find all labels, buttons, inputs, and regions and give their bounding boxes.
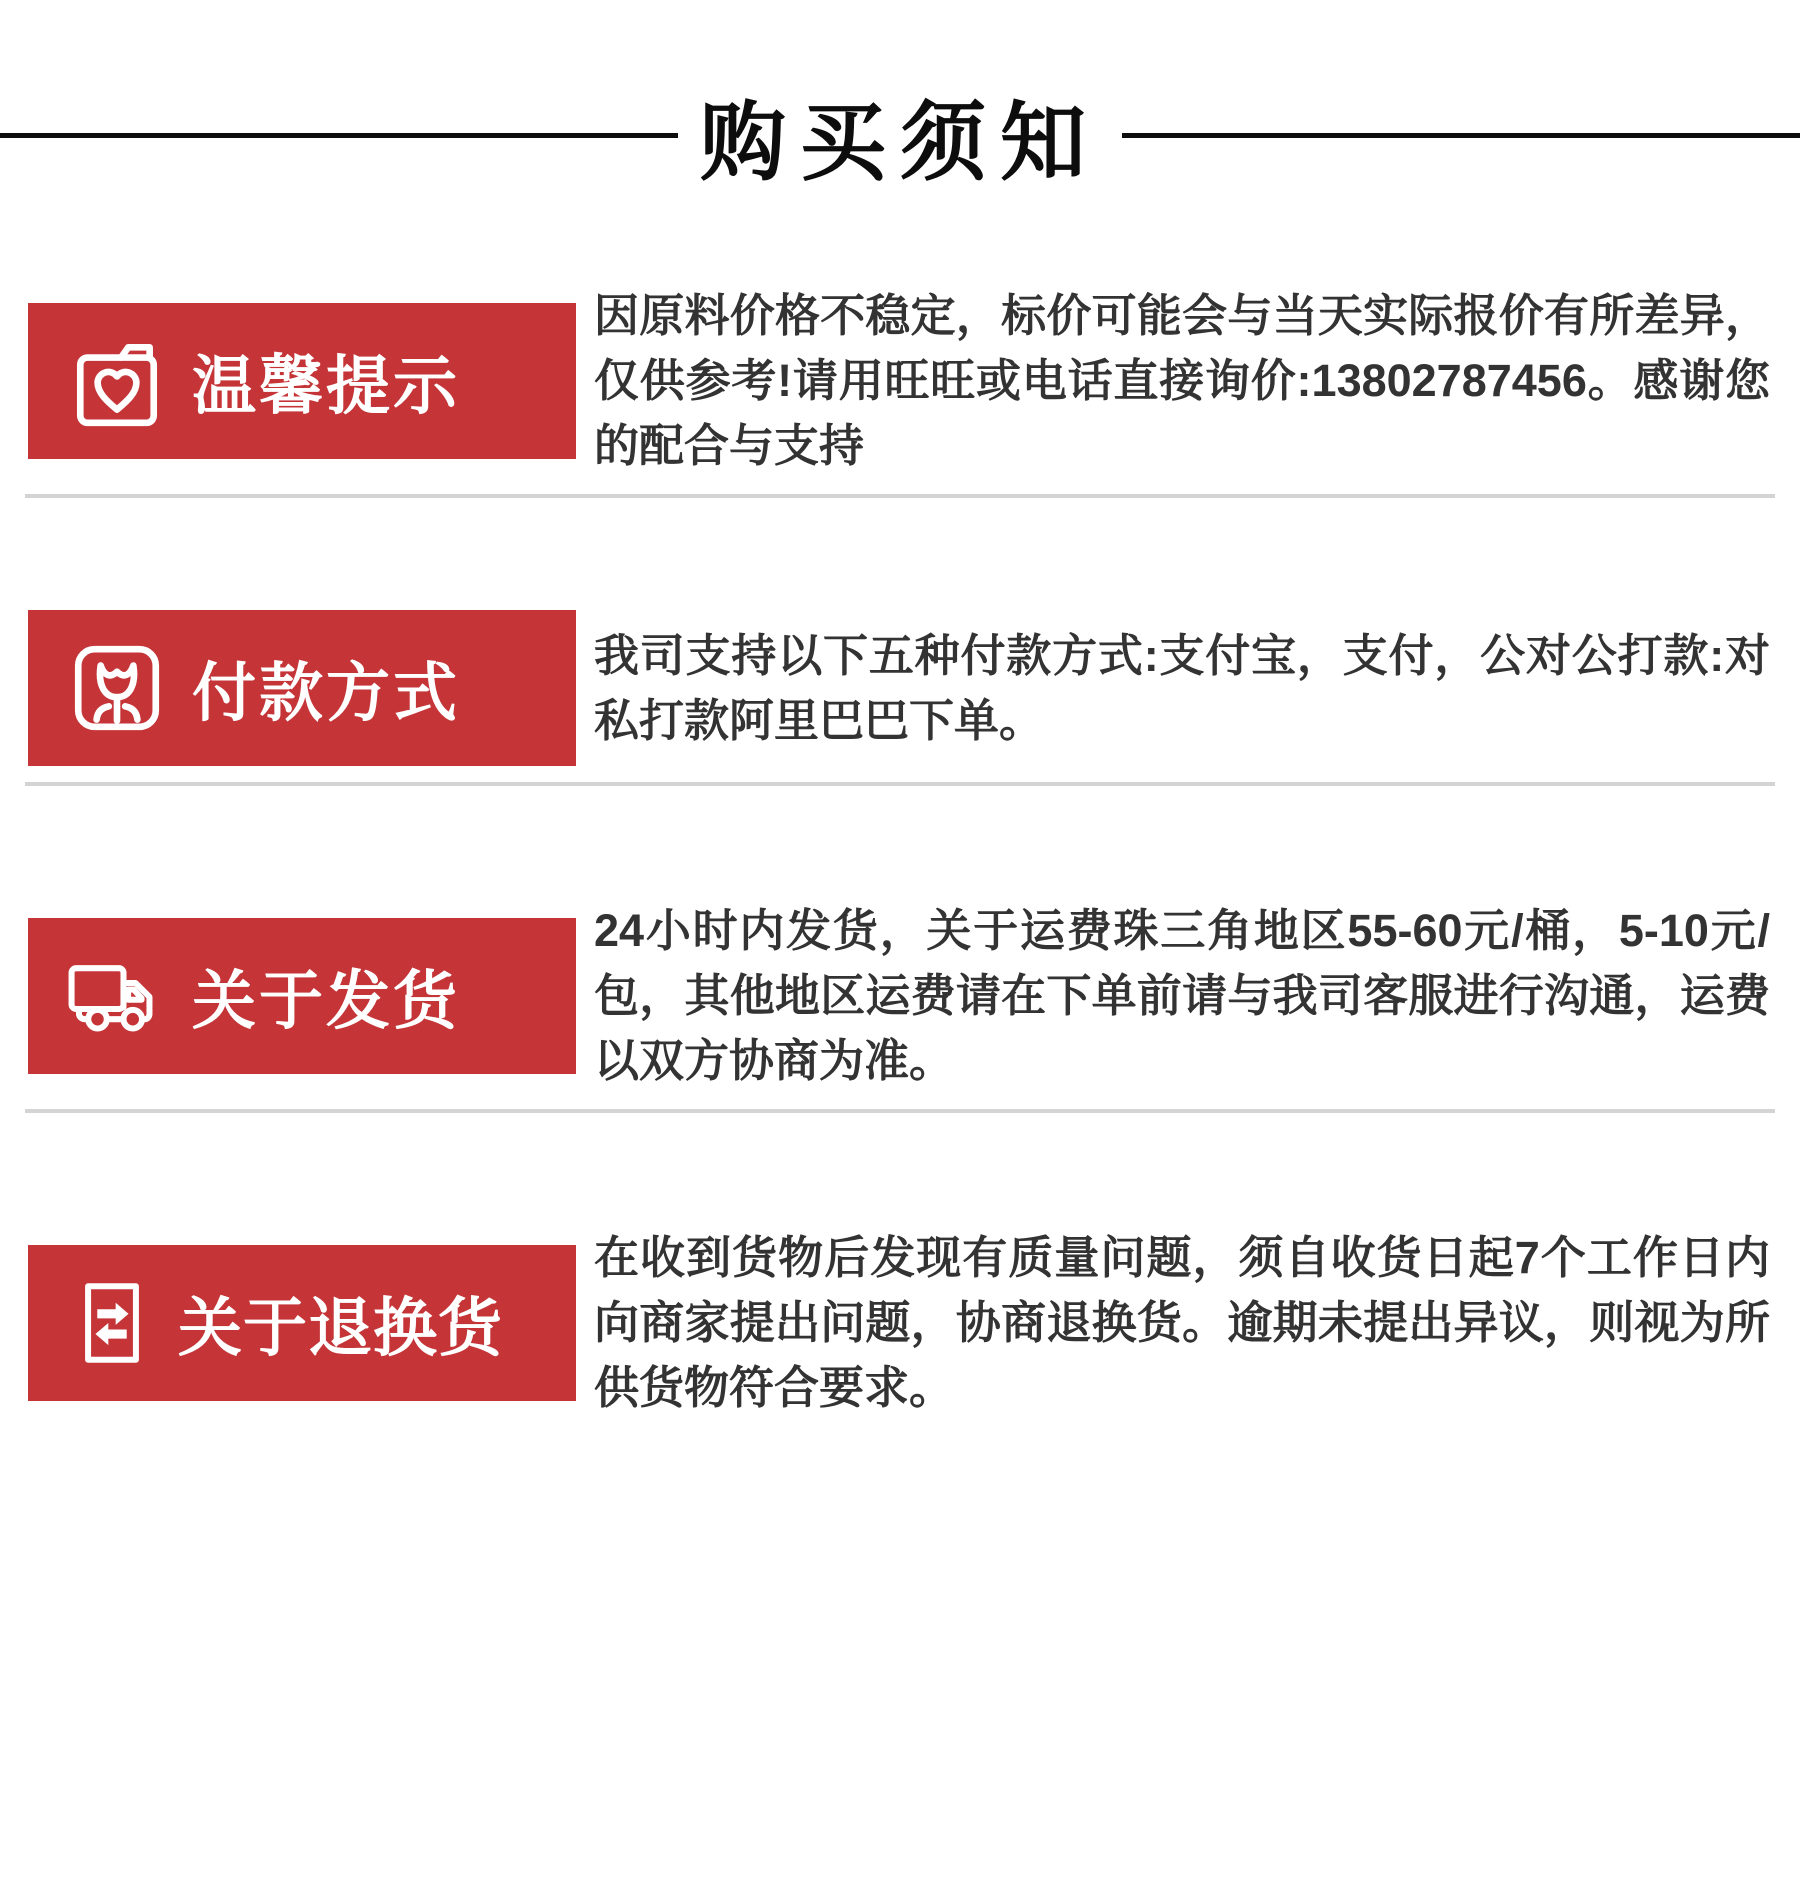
tulip-icon (66, 637, 168, 739)
banner-label: 关于退换货 (178, 1291, 503, 1364)
notice-section-shipping (28, 898, 1770, 1093)
banner-label: 温馨提示 (192, 349, 460, 422)
section-divider (25, 782, 1775, 786)
notice-section-payment (28, 610, 1770, 766)
title-rule-right (1122, 133, 1800, 138)
purchase-notice-page (0, 86, 1800, 1420)
exchange-arrows-icon (66, 1272, 158, 1374)
banner-label: 关于发货 (192, 964, 460, 1037)
section-text: 我司支持以下五种付款方式:支付宝，支付，公对公打款:对私打款阿里巴巴下单。 (594, 630, 1770, 746)
title-rule-left (0, 133, 678, 138)
section-divider (25, 494, 1775, 498)
warm-tips-banner (28, 303, 576, 459)
section-text: 24小时内发货，关于运费珠三角地区55-60元/桶，5-10元/包，其他地区运费请在下单前请与我司客服进行沟通，运费以双方协商为准。 (594, 905, 1770, 1086)
delivery-truck-icon (66, 945, 168, 1047)
notice-section-warm-tips (28, 283, 1770, 478)
section-text: 在收到货物后发现有质量问题，须自收货日起7个工作日内向商家提出问题，协商退换货。逾期未提出异议，则视为所供货物符合要求。 (594, 1232, 1770, 1413)
page-header (0, 86, 1800, 201)
section-divider (25, 1109, 1775, 1113)
heart-folder-icon (66, 330, 168, 432)
banner-label: 付款方式 (192, 657, 460, 729)
page-title: 购买须知 (700, 95, 1100, 192)
payment-banner (28, 610, 576, 766)
section-text: 因原料价格不稳定，标价可能会与当天实际报价有所差异，仅供参考!请用旺旺或电话直接询价:13802787456。感谢您的配合与支持 (594, 290, 1770, 471)
notice-section-returns (28, 1225, 1770, 1420)
shipping-banner (28, 918, 576, 1074)
returns-banner (28, 1245, 576, 1401)
